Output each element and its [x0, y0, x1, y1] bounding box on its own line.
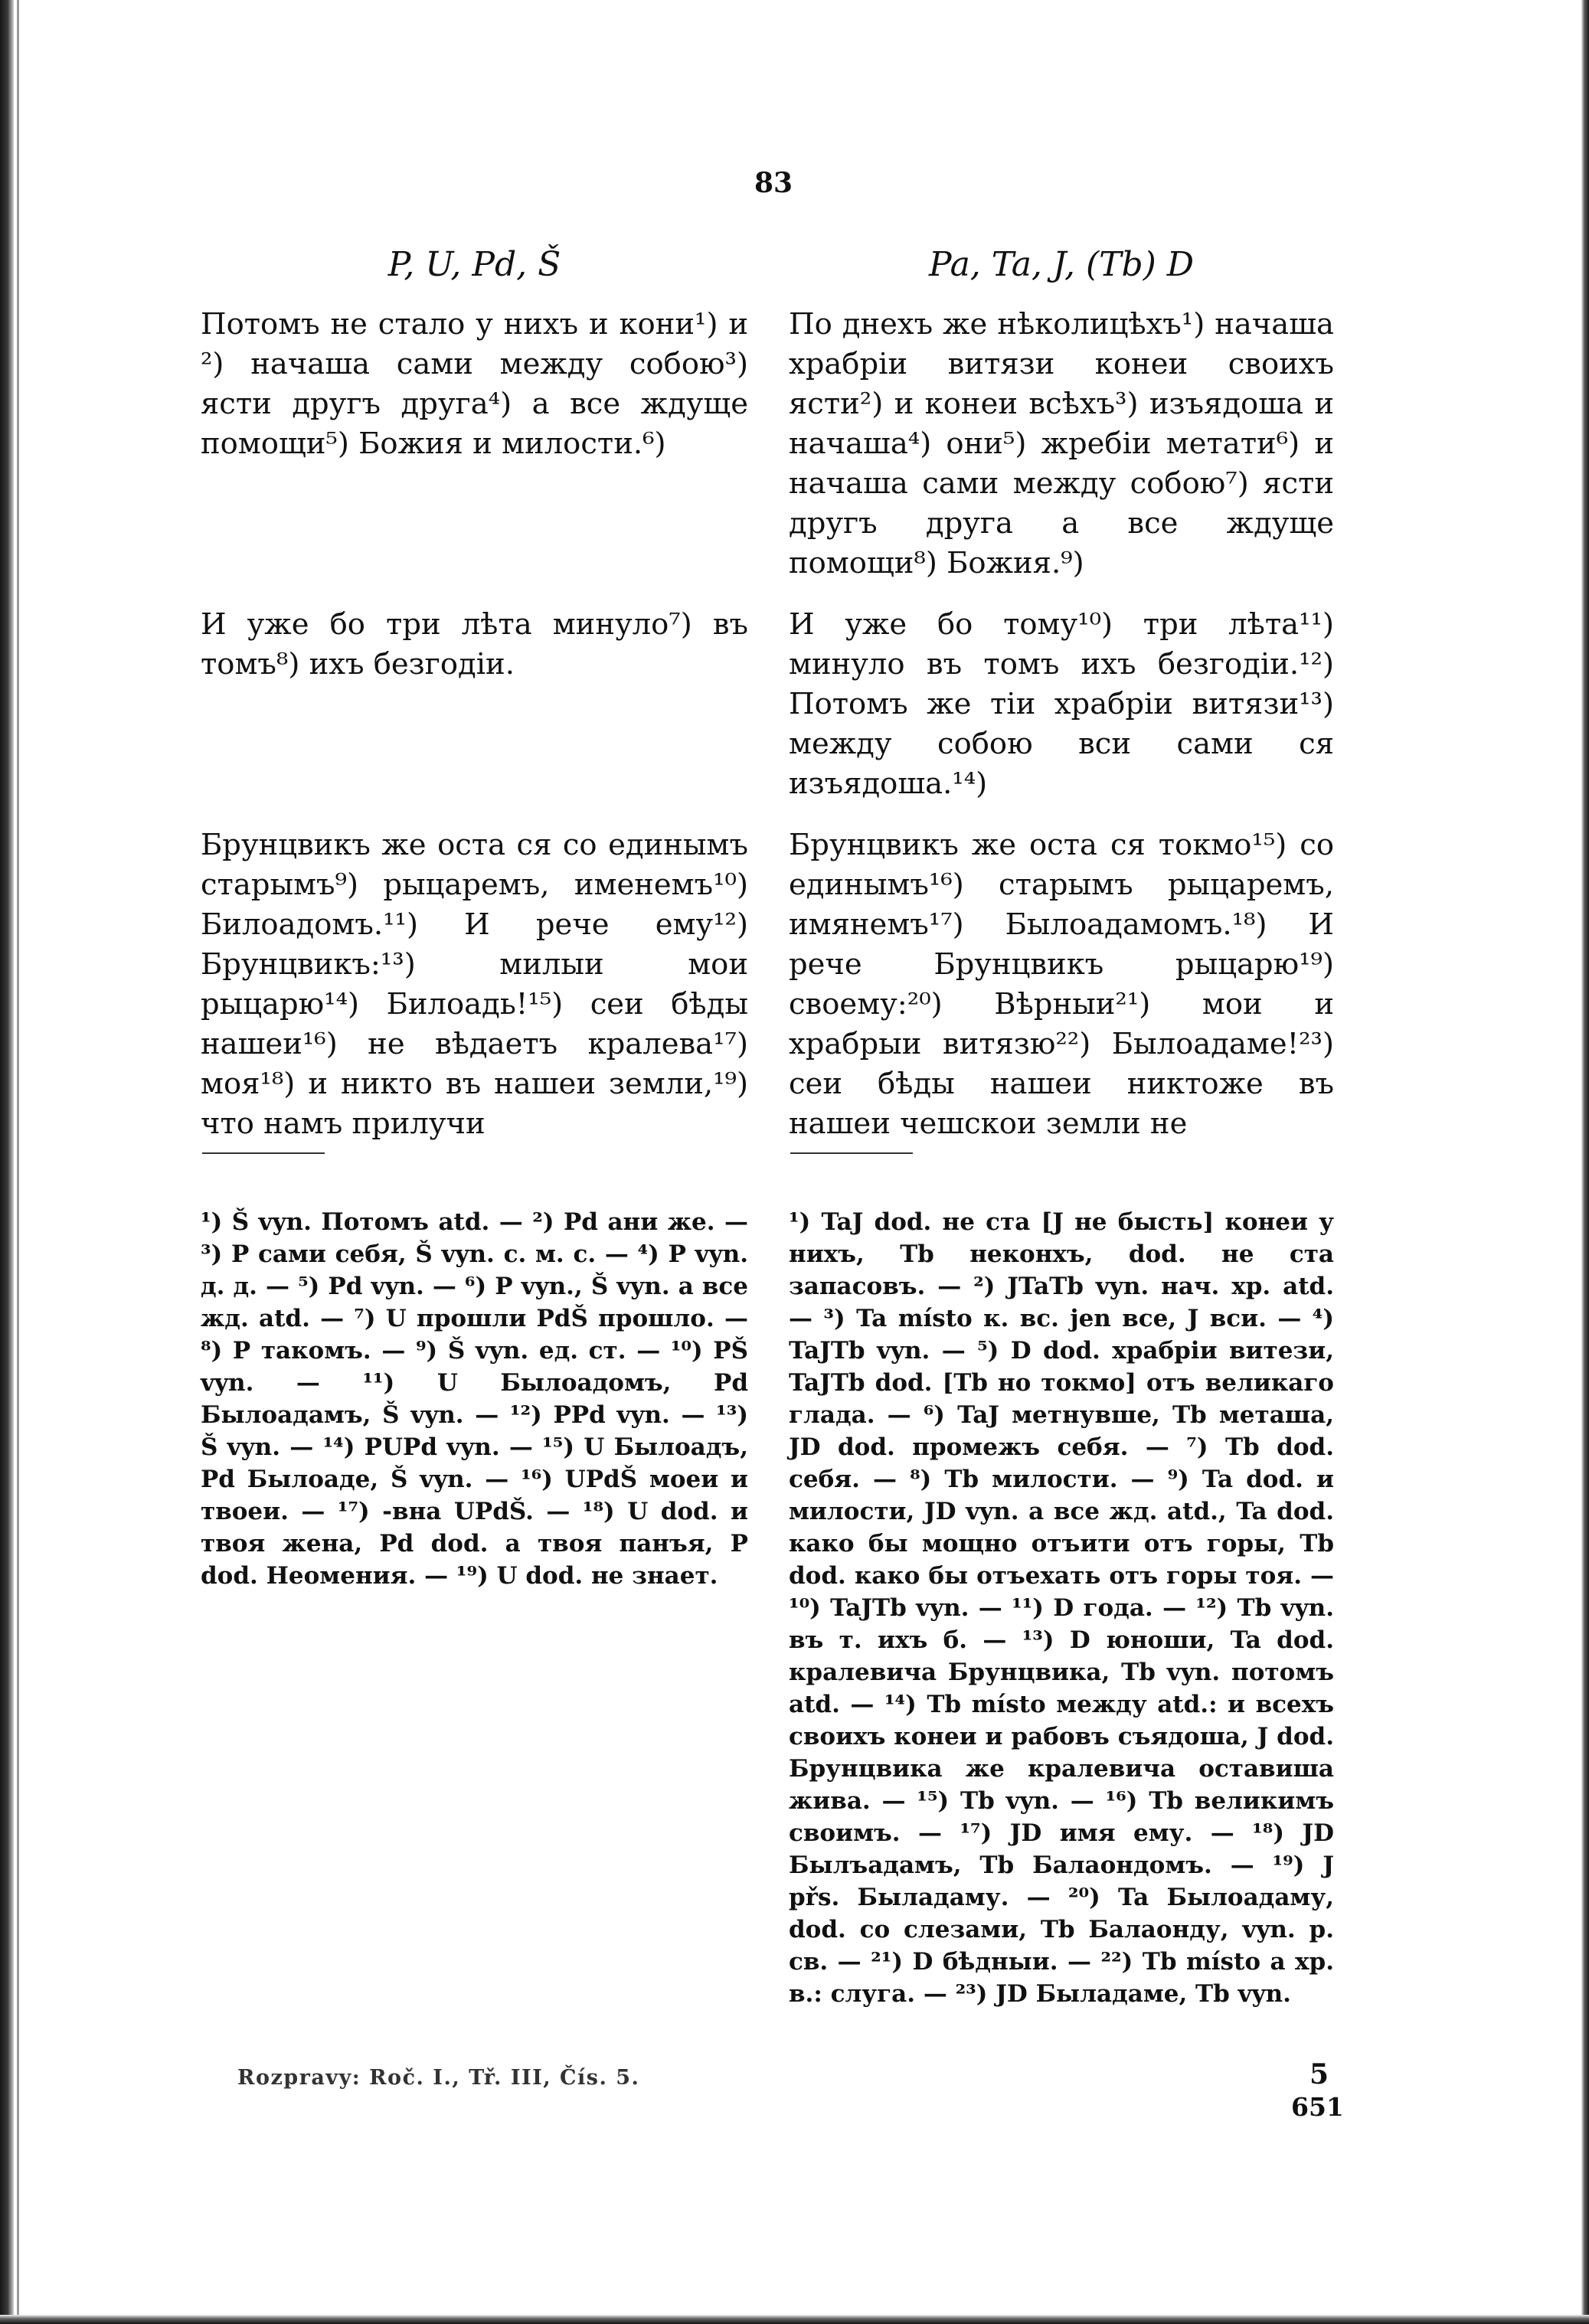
page-number: 83 — [754, 167, 793, 199]
left-footnote-rule — [202, 1152, 325, 1154]
scan-edge-shadow — [17, 0, 19, 2324]
footer-page-number: 651 — [1291, 2092, 1344, 2122]
scan-edge-right — [1581, 0, 1589, 2324]
left-footnotes: ¹) Š vyn. Потомъ atd. — ²) Pd ани же. — ³) P сами себя, Š vyn. с. м. с. — ⁴) P vyn. д. д. — ⁵) Pd vyn. — ⁶) P vyn., Š vyn. а все жд. atd. — ⁷) U прошли PdŠ прошло. — ⁸) P такомъ. — ⁹) Š vyn. ед. ст. — ¹⁰) PŠ vyn. — ¹¹) U Былоадомъ, Pd Былоадамъ, Š vyn. — ¹²) PPd vyn. — ¹³) Š vyn. — ¹⁴) PUPd vyn. — ¹⁵) U Былоадъ, Pd Былоаде, Š vyn. — ¹⁶) UPdŠ моеи и твоеи. — ¹⁷) -вна UPdŠ. — ¹⁸) U dod. и твоя жена, Pd dod. а твоя панъя, P dod. Неомения. — ¹⁹) U dod. не знает. — [201, 1208, 748, 1590]
right-footnotes: ¹) TaJ dod. не ста [J не бысть] конеи у нихъ, Tb неконхъ, dod. не ста запасовъ. — ²) JTaTb vyn. нач. хр. atd. — ³) Ta místo к. вс. jen все, J вси. — ⁴) TaJTb vyn. — ⁵) D dod. храбрiи витези, TaJTb dod. [Tb но токмо] отъ великаго глада. — ⁶) TaJ метнувше, Tb меташа, JD dod. промежъ себя. — ⁷) Tb dod. себя. — ⁸) Tb милости. — ⁹) Ta dod. и милости, JD vyn. а все жд. atd., Ta dod. како бы мощно отъити отъ горы, Tb dod. како бы отъехать отъ горы тоя. — ¹⁰) TaJTb vyn. — ¹¹) D года. — ¹²) Tb vyn. въ т. ихъ б. — ¹³) D юноши, Ta dod. кралевича Брунцвика, Tb vyn. потомъ atd. — ¹⁴) Tb místo между atd.: и всехъ своихъ конеи и рабовъ съядоша, J dod. Брунцвика же кралевича оставиша жива. — ¹⁵) Tb vyn. — ¹⁶) Tb великимъ своимъ. — ¹⁷) JD имя ему. — ¹⁸) JD Былъадамъ, Tb Балаондомъ. — ¹⁹) J přs. Быладаму. — ²⁰) Ta Былоадаму, dod. со слезами, Tb Балаонду, vyn. р. св. — ²¹) D бѣдныи. — ²²) Tb místo а хр. в.: слуга. — ²³) JD Быладаме, Tb vyn. — [789, 1208, 1334, 2008]
right-paragraph-3: Брунцвикъ же оста ся токмо¹⁵) со единымъ¹⁶) старымъ рыцаремъ, имянемъ¹⁷) Былоадамомъ.¹⁸) И рече Брунцвикъ рыцарю¹⁹) своему:²⁰) Вѣрныи²¹) мои и храбрыи витязю²²) Былоадаме!²³) сеи бѣды нашеи никтоже въ нашеи чешскои земли не — [789, 828, 1334, 1141]
right-footnote-rule — [790, 1152, 913, 1154]
left-paragraph-2: И уже бо три лѣта минуло⁷) въ томъ⁸) ихъ безгодiи. — [201, 607, 748, 682]
scan-edge-left — [0, 0, 14, 2324]
left-column-header: P, U, Pd, Š — [387, 245, 561, 284]
right-paragraph-2: И уже бо тому¹⁰) три лѣта¹¹) минуло въ томъ ихъ безгодiи.¹²) Потомъ же тiи храбрiи витязи¹³) между собою вси сами ся изъядоша.¹⁴) — [789, 607, 1334, 801]
scan-edge-bottom — [0, 2315, 1589, 2324]
right-paragraph-1: По днехъ же нѣколицѣхъ¹) начаша храбрiи витязи конеи своихъ ясти²) и конеи всѣхъ³) изъядоша и начаша⁴) они⁵) жребiи метати⁶) и начаша сами между собою⁷) ясти другъ друга а все ждуще помощи⁸) Божия.⁹) — [789, 307, 1334, 580]
left-paragraph-1: Потомъ не стало у нихъ и кони¹) и ²) начаша сами между собою³) ясти другъ друга⁴) а все ждуще помощи⁵) Божия и милости.⁶) — [201, 307, 748, 461]
signature-mark: 5 — [1309, 2058, 1329, 2090]
left-paragraph-3: Брунцвикъ же оста ся со единымъ старымъ⁹) рыцаремъ, именемъ¹⁰) Билоадомъ.¹¹) И рече ему¹²) Брунцвикъ:¹³) милыи мои рыцарю¹⁴) Билоадь!¹⁵) сеи бѣды нашеи¹⁶) не вѣдаетъ кралева¹⁷) моя¹⁸) и никто въ нашеи земли,¹⁹) что намъ прилучи — [201, 828, 748, 1141]
right-column-header: Pa, Ta, J, (Tb) D — [928, 245, 1195, 284]
publication-footer: Rozpravy: Roč. I., Tř. III, Čís. 5. — [237, 2066, 640, 2090]
